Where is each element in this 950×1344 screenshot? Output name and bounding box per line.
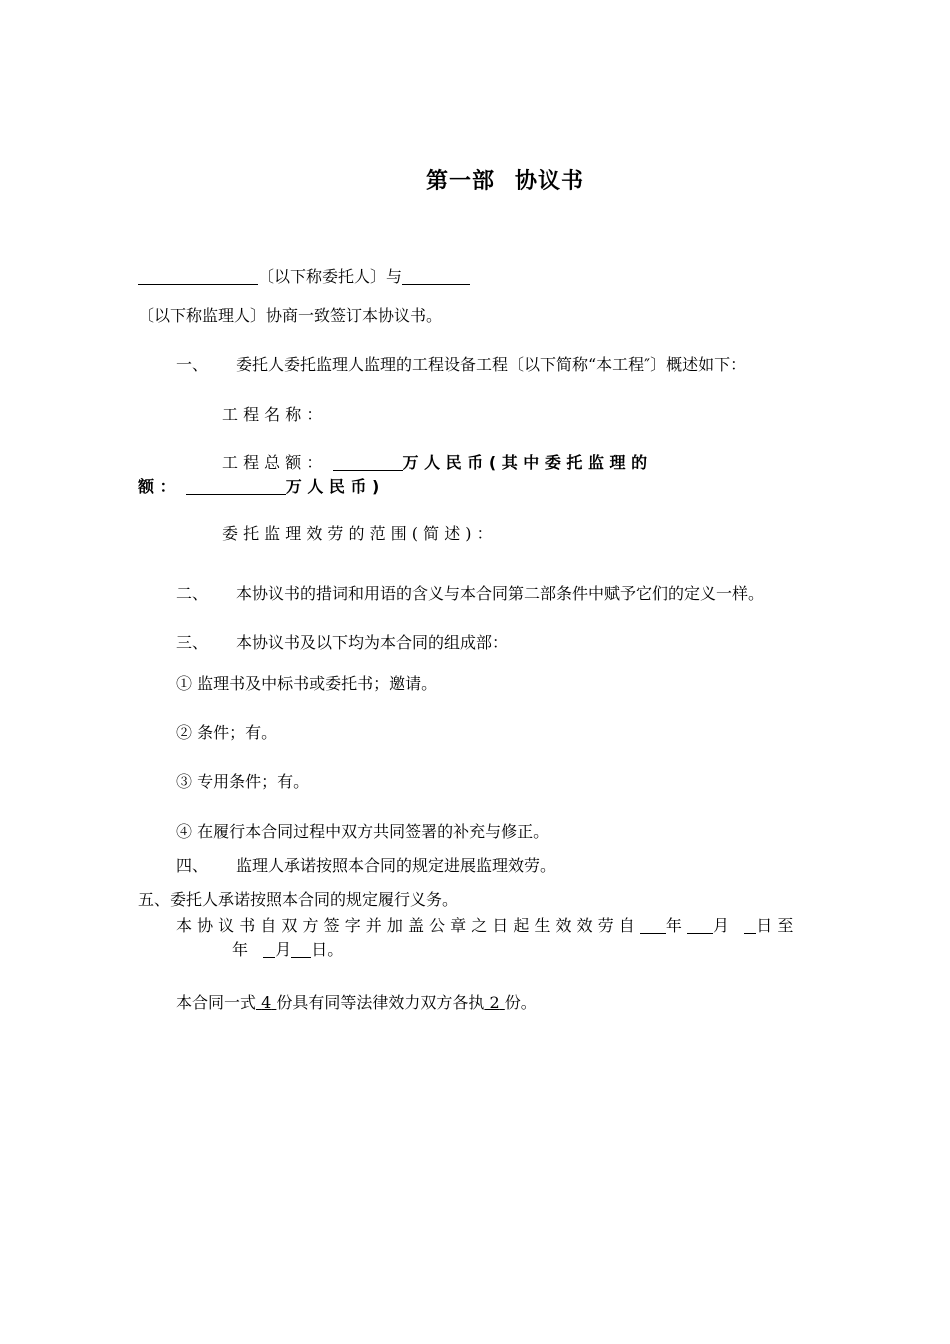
total-copies: 4: [261, 993, 272, 1012]
end-day-blank: [291, 941, 311, 958]
project-name-label: 工 程 名 称 ：: [222, 405, 323, 424]
clause-3-sub-3: ③ 专用条件；有。: [176, 772, 310, 791]
supervisor-name-blank: [402, 268, 470, 285]
start-month-blank: [687, 917, 713, 934]
client-name-blank: [138, 268, 258, 285]
clause-4: 四、 监理人承诺按照本合同的规定进展监理效劳。: [176, 856, 557, 875]
start-year-blank: [640, 917, 666, 934]
copies-each-party: 2: [489, 993, 500, 1012]
party-line-1: 〔以下称委托人〕与: [138, 264, 470, 287]
effective-line-2: 年 月 日。: [232, 940, 344, 959]
scope-label: 委 托 监 理 效 劳 的 范 围 ( 简 述 ) ：: [222, 524, 493, 543]
clause-5: 五、委托人承诺按照本合同的规定履行义务。: [138, 890, 459, 909]
start-day-blank: [744, 917, 756, 934]
page-title: 第一部 协议书: [425, 169, 585, 194]
party-line-2: 〔以下称监理人〕协商一致签订本协议书。: [138, 306, 443, 325]
effective-line-1: 本 协 议 书 自 双 方 签 字 并 加 盖 公 章 之 日 起 生 效 效 劳 自 年 月 日 至: [176, 916, 794, 935]
clause-2: 二、 本协议书的措词和用语的含义与本合同第二部条件中赋予它们的定义一样。: [176, 584, 765, 603]
end-month-blank: [263, 941, 275, 958]
supervision-fee-blank: [186, 478, 286, 495]
clause-3-sub-4: ④ 在履行本合同过程中双方共同签署的补充与修正。: [176, 822, 550, 841]
project-total-line-1: 工 程 总 额 ： 万 人 民 币 ( 其 中 委 托 监 理 的: [222, 453, 648, 472]
project-total-line-2: 额 ： 万 人 民 币 ): [138, 477, 380, 496]
clause-3-sub-2: ② 条件；有。: [176, 723, 278, 742]
copies-line: 本合同一式 4 份具有同等法律效力双方各执 2 份。: [176, 993, 537, 1012]
clause-3-sub-1: ① 监理书及中标书或委托书；邀请。: [176, 674, 438, 693]
clause-3: 三、 本协议书及以下均为本合同的组成部：: [176, 633, 509, 652]
clause-1: 一、 委托人委托监理人监理的工程设备工程〔以下简称“本工程″〕概述如下：: [176, 355, 747, 374]
project-total-blank: [333, 454, 403, 471]
